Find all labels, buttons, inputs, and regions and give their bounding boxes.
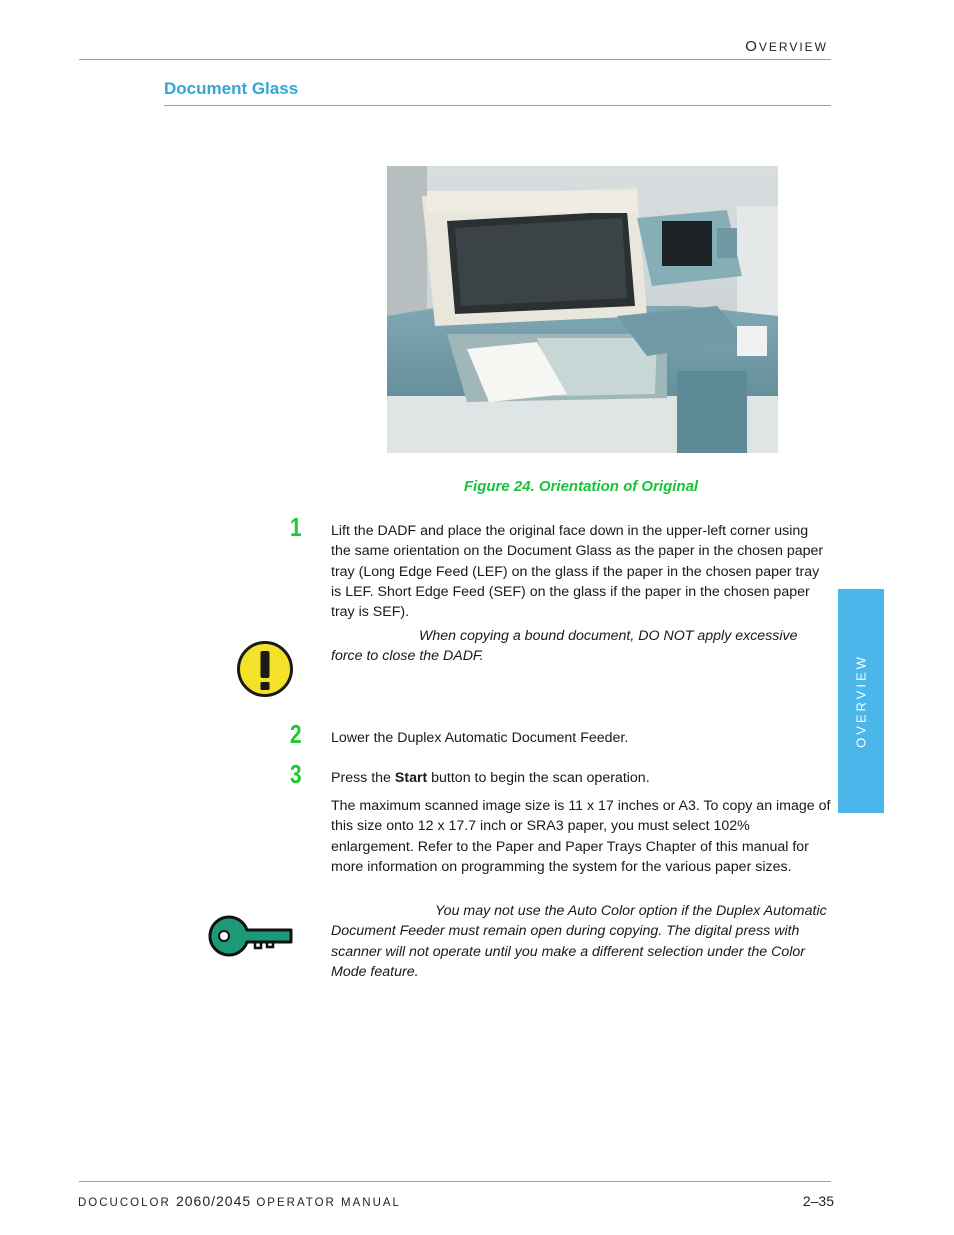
page-number: 2–35 [802,1193,834,1209]
section-title: Document Glass [164,79,299,98]
header-rule [79,59,831,60]
side-tab-overview[interactable] [838,589,884,813]
step-1-number: 1 [290,512,302,542]
running-header: OVERVIEW [745,38,828,55]
step-3-number: 3 [290,759,302,789]
copier-document-glass-photo [387,166,778,453]
step-1-text: Lift the DADF and place the original face down in the upper-left corner using the same orientation on the Document Glass as the paper in the chosen paper tray (Long Edge Feed (LEF) on the glass if the paper in the chosen paper tray is LEF. Short Edge Feed (SEF) on the glass if the paper in the chosen paper tray is SEF). [331,523,824,621]
start-button-label: Start [394,770,428,786]
key-icon [207,914,295,958]
caution-text: When copying a bound document, DO NOT apply excessive force to close the DADF. [331,628,798,665]
scan-size-paragraph: The maximum scanned image size is 11 x 17 inches or A3. To copy an image of this size onto 12 x 17.7 inch or SRA3 paper, you must select 102% enlargement. Refer to the Paper and Paper Trays Chapter of this manual for more information on programming the system for the various paper sizes. [331,798,831,875]
step-3-text: Press the Start button to begin the scan operation. [331,770,650,786]
step-2-number: 2 [290,719,302,749]
title-rule [164,105,831,106]
footer-rule [79,1181,831,1182]
figure-caption: Figure 24. Orientation of Original [463,478,699,495]
footer-manual-title: DOCUCOLOR 2060/2045 OPERATOR MANUAL [78,1193,401,1209]
step-2-text: Lower the Duplex Automatic Document Feeder. [331,730,629,746]
side-tab-label: OVERVIEW [853,654,869,748]
note-text: You may not use the Auto Color option if the Duplex Automatic Document Feeder must remain open during copying. The digital press with scanner will not operate until you make a different selection under the Color Mode feature. [331,903,827,980]
caution-icon [236,640,294,698]
